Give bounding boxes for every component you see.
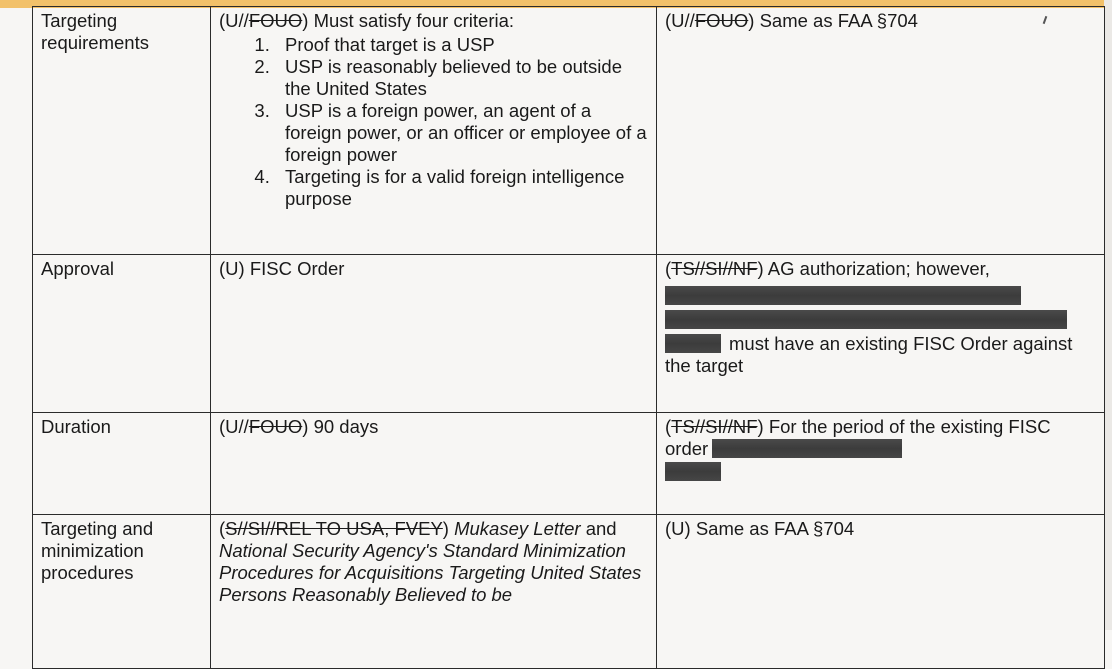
classification-marking: (TS//SI//NF)	[665, 258, 764, 279]
cell-fisa-705b: (U) FISC Order	[211, 255, 657, 413]
classification-marking: (S//SI//REL TO USA, FVEY)	[219, 518, 449, 539]
classification-marking: (U//FOUO)	[219, 10, 309, 31]
page-edge	[1104, 0, 1112, 630]
list-item: 1. Proof that target is a USP	[275, 34, 648, 56]
row-label: Duration	[33, 413, 211, 515]
cell-faa: (TS//SI//NF) AG authorization; however, must have an existing FISC Order against the target	[657, 255, 1105, 413]
table-row-duration	[33, 413, 1105, 515]
redaction-block	[712, 439, 902, 458]
row-label: Targeting and minimization procedures	[33, 515, 211, 669]
table-row-targeting-requirements	[33, 7, 1105, 255]
table-row-approval	[33, 255, 1105, 413]
redaction-block	[665, 462, 721, 481]
redaction-block	[665, 310, 1067, 329]
comparison-table	[32, 6, 1105, 669]
classification-marking: (U//FOUO)	[219, 416, 309, 437]
cell-fisa-705b: (U//FOUO) 90 days	[211, 413, 657, 515]
classification-marking: (U//FOUO)	[665, 10, 755, 31]
list-item: 3. USP is a foreign power, an agent of a foreign power, or an officer or employee of a foreign power	[275, 100, 648, 166]
row-label: Approval	[33, 255, 211, 413]
cell-fisa-705b: (U//FOUO) Must satisfy four criteria: 1. Proof that target is a USP 2. USP is reasonably believed to be outside the United States 3. USP is a foreign power, an agent of a foreign power, or an officer or employee of a foreign power 4. Targeting is for a valid foreign intelligence purpose	[211, 7, 657, 255]
cell-fisa-705b: (S//SI//REL TO USA, FVEY) Mukasey Letter and National Security Agency's Standard Minimization Procedures for Acquisitions Targeting United States Persons Reasonably Believed to be	[211, 515, 657, 669]
row-label: Targeting requirements	[33, 7, 211, 255]
cell-faa: (TS//SI//NF) For the period of the existing FISC order	[657, 413, 1105, 515]
list-item: 2. USP is reasonably believed to be outside the United States	[275, 56, 648, 100]
redaction-block	[665, 334, 721, 353]
cell-faa: (U//FOUO) Same as FAA §704	[657, 7, 1105, 255]
cell-faa: (U) Same as FAA §704	[657, 515, 1105, 669]
classification-marking: (TS//SI//NF)	[665, 416, 764, 437]
criteria-list	[219, 34, 648, 210]
redaction-block	[665, 286, 1021, 305]
table-row-targeting-and-minimization	[33, 515, 1105, 669]
list-item: 4. Targeting is for a valid foreign intelligence purpose	[275, 166, 648, 210]
